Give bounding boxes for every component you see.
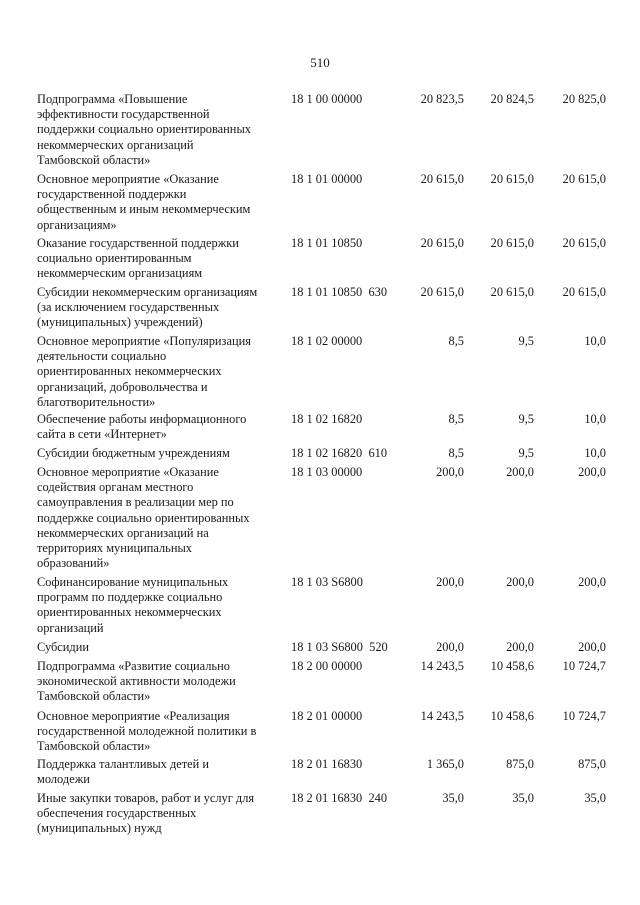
row-value-1: 200,0 xyxy=(436,575,464,589)
row-value-3: 10 724,7 xyxy=(562,659,606,673)
row-name: Основное мероприятие «Реализация государственной молодежной политики в Тамбовской области» xyxy=(37,709,257,754)
row-code: 18 1 02 16820 xyxy=(291,412,363,426)
row-code: 18 1 01 10850 xyxy=(291,236,363,250)
row-value-1: 20 615,0 xyxy=(420,236,464,250)
row-value-3: 10,0 xyxy=(584,334,606,348)
row-value-1: 20 615,0 xyxy=(420,172,464,186)
row-value-1: 14 243,5 xyxy=(420,709,464,723)
row-name: Основное мероприятие «Оказание государственной поддержки общественным и иным некоммерческим организациям» xyxy=(37,172,251,232)
row-value-2: 200,0 xyxy=(506,465,534,479)
row-name: Субсидии некоммерческим организациям (за исключением государственных (муниципальных) учреждений) xyxy=(37,285,258,330)
row-value-2: 875,0 xyxy=(506,757,534,771)
row-code: 18 1 00 00000 xyxy=(291,92,363,106)
row-value-1: 20 823,5 xyxy=(420,92,464,106)
row-value-1: 14 243,5 xyxy=(420,659,464,673)
page-number: 510 xyxy=(310,55,330,70)
row-code: 18 1 03 00000 xyxy=(291,465,363,479)
row-name: Субсидии xyxy=(37,640,89,654)
row-value-3: 35,0 xyxy=(584,791,606,805)
row-value-3: 875,0 xyxy=(578,757,606,771)
row-value-1: 200,0 xyxy=(436,640,464,654)
row-code: 18 1 01 00000 xyxy=(291,172,363,186)
row-value-1: 8,5 xyxy=(448,412,464,426)
row-name: Основное мероприятие «Оказание содействия органам местного самоуправления в реализации мер по поддержке социально ориентированных некоммерческих организаций на территориях муниципальных образований» xyxy=(37,465,250,571)
row-value-2: 10 458,6 xyxy=(490,709,534,723)
row-code: 18 2 01 16830 240 xyxy=(291,791,388,805)
row-value-1: 1 365,0 xyxy=(426,757,464,771)
row-name: Иные закупки товаров, работ и услуг для обеспечения государственных (муниципальных) нужд xyxy=(37,791,255,836)
row-code: 18 1 01 10850 630 xyxy=(291,285,388,299)
row-value-3: 200,0 xyxy=(578,640,606,654)
row-code: 18 2 00 00000 xyxy=(291,659,363,673)
row-value-3: 10,0 xyxy=(584,412,606,426)
row-value-2: 9,5 xyxy=(518,334,534,348)
row-name: Подпрограмма «Повышение эффективности государственной поддержки социально ориентированных некоммерческих организаций Тамбовской области» xyxy=(37,92,251,167)
row-code: 18 1 03 S6800 520 xyxy=(291,640,388,654)
row-code: 18 1 02 16820 610 xyxy=(291,446,388,460)
row-name: Обеспечение работы информационного сайта в сети «Интернет» xyxy=(37,412,247,442)
row-name: Оказание государственной поддержки социально ориентированным некоммерческим организациям xyxy=(37,236,239,281)
row-value-3: 10,0 xyxy=(584,446,606,460)
row-name: Основное мероприятие «Популяризация деятельности социально ориентированных некоммерческих организаций, добровольчества и благотворительности» xyxy=(37,334,251,409)
row-value-2: 200,0 xyxy=(506,640,534,654)
row-value-2: 20 615,0 xyxy=(490,285,534,299)
row-value-1: 20 615,0 xyxy=(420,285,464,299)
row-value-2: 200,0 xyxy=(506,575,534,589)
row-value-3: 20 825,0 xyxy=(562,92,606,106)
row-value-3: 200,0 xyxy=(578,575,606,589)
row-value-2: 20 615,0 xyxy=(490,172,534,186)
row-value-1: 200,0 xyxy=(436,465,464,479)
row-name: Поддержка талантливых детей и молодежи xyxy=(37,757,210,787)
row-value-1: 8,5 xyxy=(448,446,464,460)
row-name: Подпрограмма «Развитие социально экономической активности молодежи Тамбовской области» xyxy=(37,659,236,704)
row-value-3: 10 724,7 xyxy=(562,709,606,723)
row-value-1: 35,0 xyxy=(442,791,464,805)
row-value-2: 9,5 xyxy=(518,446,534,460)
row-code: 18 2 01 00000 xyxy=(291,709,363,723)
row-value-3: 200,0 xyxy=(578,465,606,479)
row-name: Софинансирование муниципальных программ по поддержке социально ориентированных некоммерческих организаций xyxy=(37,575,229,635)
row-value-1: 8,5 xyxy=(448,334,464,348)
row-name: Субсидии бюджетным учреждениям xyxy=(37,446,230,460)
row-code: 18 2 01 16830 xyxy=(291,757,363,771)
row-value-2: 9,5 xyxy=(518,412,534,426)
row-value-2: 20 615,0 xyxy=(490,236,534,250)
row-value-3: 20 615,0 xyxy=(562,285,606,299)
row-code: 18 1 02 00000 xyxy=(291,334,363,348)
row-value-2: 10 458,6 xyxy=(490,659,534,673)
row-value-3: 20 615,0 xyxy=(562,172,606,186)
row-value-2: 20 824,5 xyxy=(490,92,534,106)
row-value-2: 35,0 xyxy=(512,791,534,805)
row-code: 18 1 03 S6800 xyxy=(291,575,363,589)
row-value-3: 20 615,0 xyxy=(562,236,606,250)
